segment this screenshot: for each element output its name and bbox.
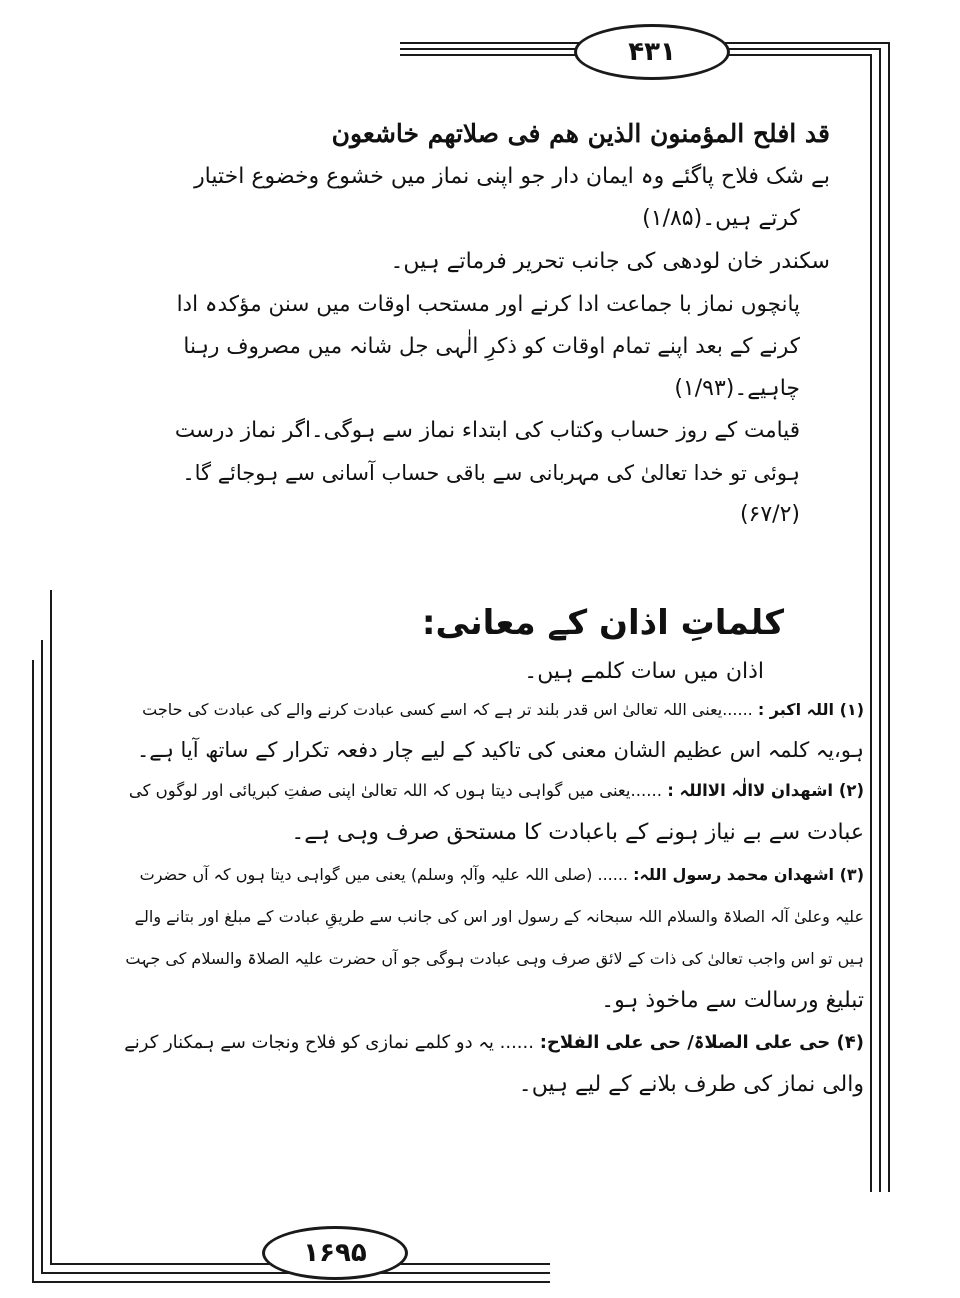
quote-line: ہوئی تو خدا تعالیٰ کی مہربانی سے باقی حساب آسانی سے ہوجائے گا۔ bbox=[182, 461, 800, 485]
frame-rule bbox=[879, 48, 881, 1192]
header-page-number: ۴۳۱ bbox=[574, 24, 730, 80]
frame-rule bbox=[888, 42, 890, 1192]
verse-translation-line: کرتے ہیں۔(۱/۸۵) bbox=[642, 206, 800, 231]
adhan-term: (۱) اللہ اکبر : bbox=[757, 700, 864, 719]
intro-line: سکندر خان لودھی کی جانب تحریر فرماتے ہیں۔ bbox=[390, 249, 830, 274]
frame-rule bbox=[32, 660, 34, 1282]
quote-line: کرنے کے بعد اپنے تمام اوقات کو ذکرِ الٰہی جل شانہ میں مصروف رہنا bbox=[183, 334, 800, 359]
section-intro: اذان میں سات کلمے ہیں۔ bbox=[524, 659, 764, 684]
section-heading: کلماتِ اذان کے معانی: bbox=[421, 603, 784, 643]
adhan-item-line bbox=[124, 770, 864, 812]
adhan-term: (۲) اشھدان لاالٰہ الااللہ : bbox=[667, 781, 864, 800]
adhan-item-line bbox=[124, 690, 864, 730]
adhan-item-line: ہو،یہ کلمہ اس عظیم الشان معنی کی تاکید کے لیے چار دفعہ تکرار کے ساتھ آیا ہے۔ bbox=[136, 738, 864, 762]
adhan-explanation: ...... یہ دو کلمے نمازی کو فلاح ونجات سے ہمکنار کرنے bbox=[124, 1032, 534, 1053]
quote-line: قیامت کے روز حساب وکتاب کی ابتداء نماز سے ہوگی۔اگر نماز درست bbox=[174, 418, 800, 443]
frame-rule bbox=[32, 1281, 550, 1283]
adhan-item-line bbox=[124, 1022, 864, 1064]
quote-line: پانچوں نماز با جماعت ادا کرنے اور مستحب اوقات میں سنن مؤکدہ ادا bbox=[176, 292, 800, 317]
top-section bbox=[170, 112, 830, 536]
frame-rule bbox=[41, 640, 43, 1273]
adhan-item-line: عبادت سے بے نیاز ہونے کے باعبادت کا مستحق صرف وہی ہے۔ bbox=[291, 820, 864, 845]
footer-page-number: ۱۶۹۵ bbox=[262, 1226, 408, 1280]
adhan-term: (۳) اشھدان محمد رسول اللہ: bbox=[633, 865, 864, 884]
quote-line: چاہیے۔(۱/۹۳) bbox=[674, 376, 800, 401]
adhan-item-line: تبلیغ ورسالت سے ماخوذ ہو۔ bbox=[601, 988, 864, 1013]
bottom-section bbox=[124, 592, 864, 1106]
adhan-item-line bbox=[124, 854, 864, 896]
adhan-explanation: ...... (صلی اللہ علیہ وآلہٖ وسلم) یعنی میں گواہی دیتا ہوں کہ آں حضرت bbox=[139, 865, 628, 884]
adhan-item-line: والی نماز کی طرف بلانے کے لیے ہیں۔ bbox=[518, 1072, 864, 1097]
adhan-item-line: علیہ وعلیٰ آلہ الصلاۃ والسلام اللہ سبحانہ کے رسول اور اس کی جانب سے طریقِ عبادت کے مبلغ اور بتانے والے bbox=[134, 907, 864, 926]
frame-rule bbox=[870, 54, 872, 1192]
verse-translation-line: بے شک فلاح پاگئے وہ ایمان دار جو اپنی نماز میں خشوع وخضوع اختیار bbox=[194, 164, 830, 189]
quote-line: (۶۷/۲) bbox=[739, 502, 800, 527]
adhan-explanation: ......یعنی اللہ تعالیٰ اس قدر بلند تر ہے کہ اسے کسی عبادت کرنے والے کی عبادت کی حاجت bbox=[142, 700, 753, 719]
adhan-term: (۴) حی علی الصلاۃ/ حی علی الفلاح: bbox=[539, 1032, 864, 1053]
frame-rule bbox=[50, 590, 52, 1264]
quranic-verse: قد افلح المؤمنون الذین هم فی صلاتهم خاشعون bbox=[331, 119, 830, 148]
adhan-explanation: ......یعنی میں گواہی دیتا ہوں کہ اللہ تعالیٰ اپنی صفتِ کبریائی اور لوگوں کی bbox=[128, 781, 662, 800]
adhan-item-line: ہیں تو اس واجب تعالیٰ کی ذات کے لائق صرف وہی عبادت ہوگی جو آں حضرت علیہ الصلاۃ والسلام کی جہت bbox=[125, 949, 864, 968]
